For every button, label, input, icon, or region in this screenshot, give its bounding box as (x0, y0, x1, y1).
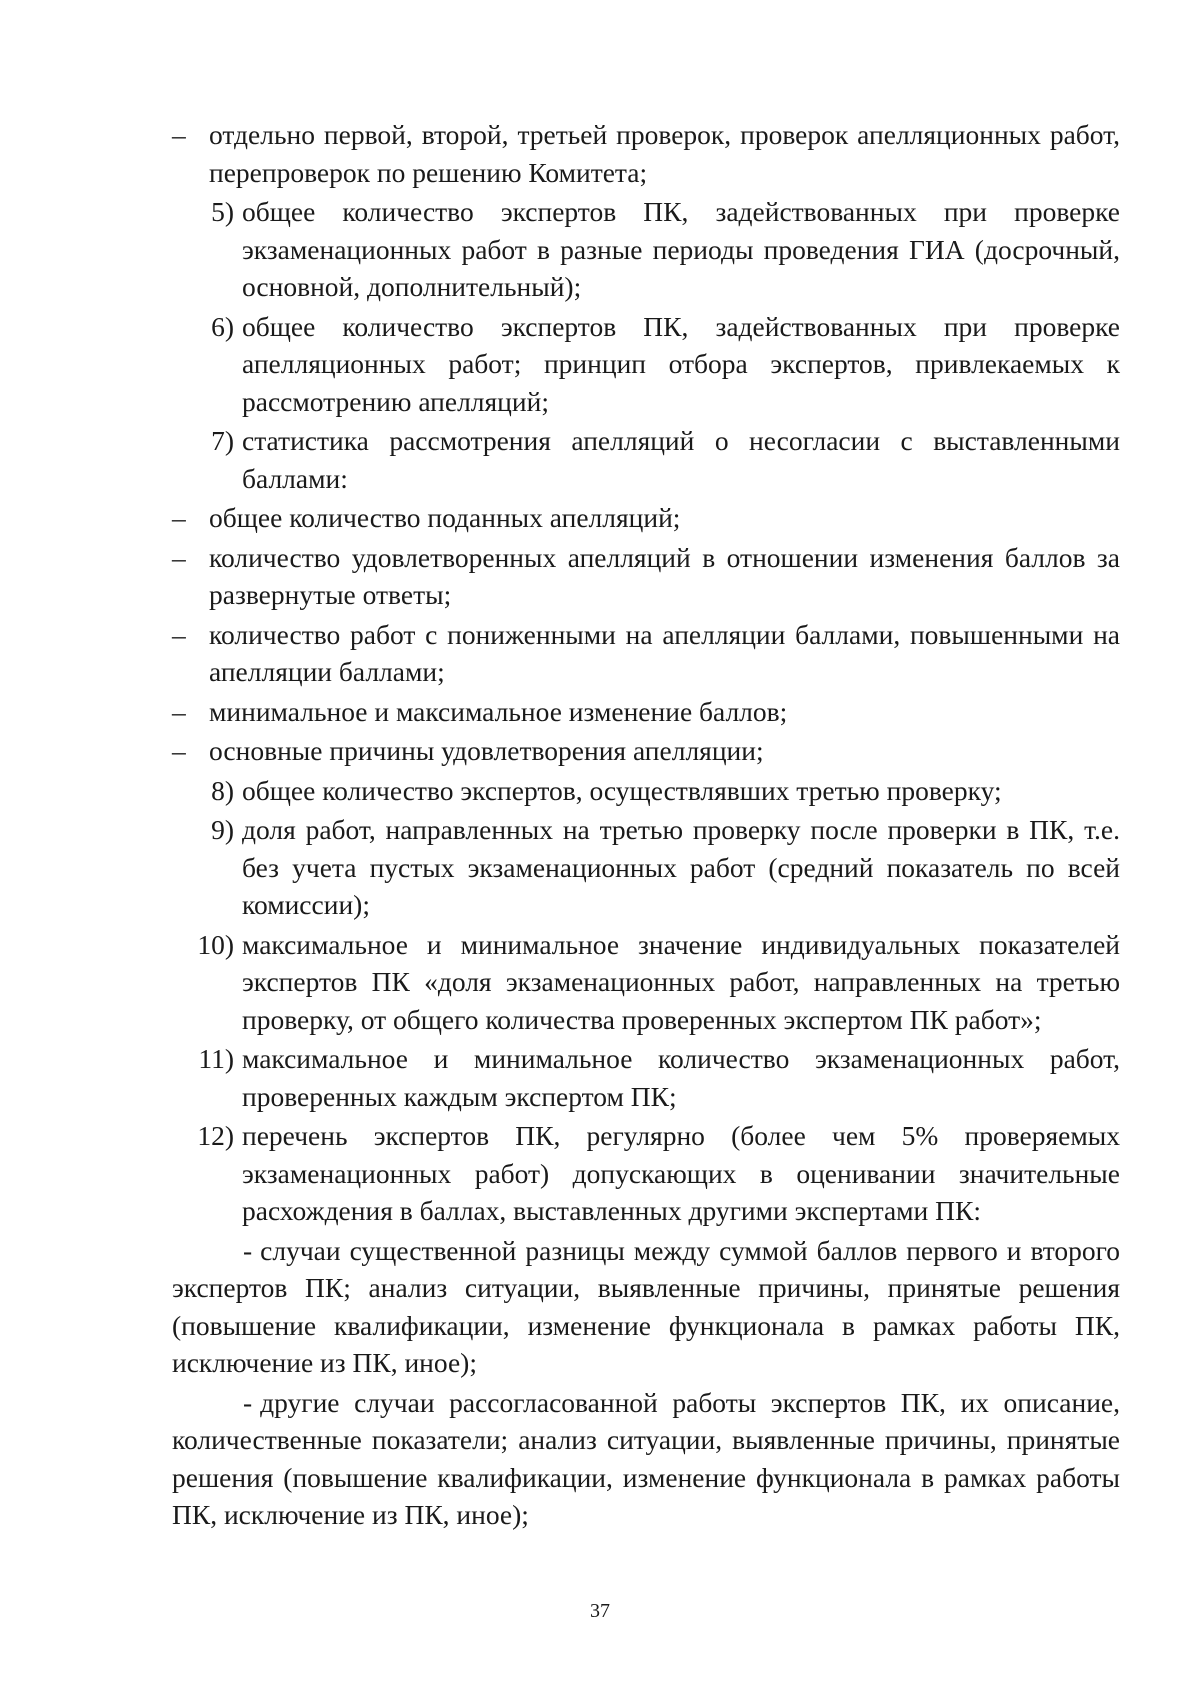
paragraph (172, 1232, 1120, 1382)
list-item (172, 1117, 1120, 1230)
dash-marker: – (172, 119, 186, 150)
dash-marker: – (172, 735, 186, 766)
list-item (172, 422, 1120, 497)
list-item (172, 308, 1120, 421)
list-item (172, 616, 1120, 691)
page-number: 37 (590, 1600, 610, 1622)
list-item-text: минимальное и максимальное изменение баллов; (209, 695, 788, 727)
number-marker: 6) (211, 310, 234, 342)
list-item-text: статистика рассмотрения апелляций о несогласии с выставленными баллами: (242, 425, 1120, 494)
list-item (172, 539, 1120, 614)
list-item (172, 116, 1120, 191)
list-item (172, 811, 1120, 924)
list-item (172, 499, 1120, 537)
list-item (172, 732, 1120, 770)
list-item (172, 193, 1120, 306)
paragraph-text: другие случаи рассогласованной работы экспертов ПК, их описание, количественные показатели; анализ ситуации, выявленные причины, принятые решения (повышение квалификации, изменение функционала в рамках работы ПК, исключение из ПК, иное); (172, 1386, 1120, 1530)
dash-marker: - (243, 1234, 253, 1266)
list-item-text: общее количество экспертов ПК, задействованных при проверке экзаменационных работ в разные периоды проведения ГИА (досрочный, основной, дополнительный); (242, 196, 1120, 302)
list-item-text: общее количество поданных апелляций; (209, 502, 681, 533)
list-item-text: перечень экспертов ПК, регулярно (более чем 5% проверяемых экзаменационных работ) допускающих в оценивании значительные расхождения в баллах, выставленных другими экспертами ПК: (242, 1120, 1120, 1226)
list-item-text: общее количество экспертов ПК, задействованных при проверке апелляционных работ; принцип отбора экспертов, привлекаемых к рассмотрению апелляций; (242, 310, 1120, 417)
list-item-text: максимальное и минимальное значение индивидуальных показателей экспертов ПК «доля экзаменационных работ, направленных на третью проверку, от общего количества проверенных экспертом ПК работ»; (242, 928, 1120, 1035)
number-marker: 9) (211, 814, 234, 845)
dash-marker: – (172, 541, 186, 573)
dash-marker: - (243, 1386, 253, 1418)
list-item-text: количество удовлетворенных апелляций в отношении изменения баллов за развернутые ответы; (209, 541, 1120, 610)
paragraph-text: случаи существенной разницы между суммой баллов первого и второго экспертов ПК; анализ ситуации, выявленные причины, принятые решения (повышение квалификации, изменение функционала в рамках работы ПК, исключение из ПК, иное); (172, 1234, 1120, 1378)
number-marker: 7) (211, 425, 234, 456)
list-item-text: количество работ с пониженными на апелляции баллами, повышенными на апелляции баллами; (209, 618, 1120, 687)
list-item (172, 772, 1120, 810)
list-item-text: основные причины удовлетворения апелляции; (209, 735, 764, 766)
number-marker: 12) (197, 1120, 234, 1151)
list-item-text: отдельно первой, второй, третьей проверок, проверок апелляционных работ, перепроверок по решению Комитета; (209, 119, 1120, 188)
list-item (172, 693, 1120, 731)
list-item (172, 1040, 1120, 1115)
paragraph (172, 1384, 1120, 1534)
list-item-text: максимальное и минимальное количество экзаменационных работ, проверенных каждым экспертом ПК; (242, 1043, 1120, 1112)
list-item-text: общее количество экспертов, осуществлявших третью проверку; (242, 774, 1002, 806)
dash-marker: – (172, 695, 186, 727)
dash-marker: – (172, 618, 186, 650)
number-marker: 8) (211, 774, 234, 806)
list-item (172, 926, 1120, 1039)
list-item-text: доля работ, направленных на третью проверку после проверки в ПК, т.е. без учета пустых экзаменационных работ (средний показатель по всей комиссии); (242, 814, 1120, 920)
number-marker: 5) (211, 196, 234, 227)
dash-marker: – (172, 502, 186, 533)
number-marker: 10) (197, 928, 234, 960)
number-marker: 11) (198, 1043, 234, 1074)
document-body (172, 116, 1120, 1536)
